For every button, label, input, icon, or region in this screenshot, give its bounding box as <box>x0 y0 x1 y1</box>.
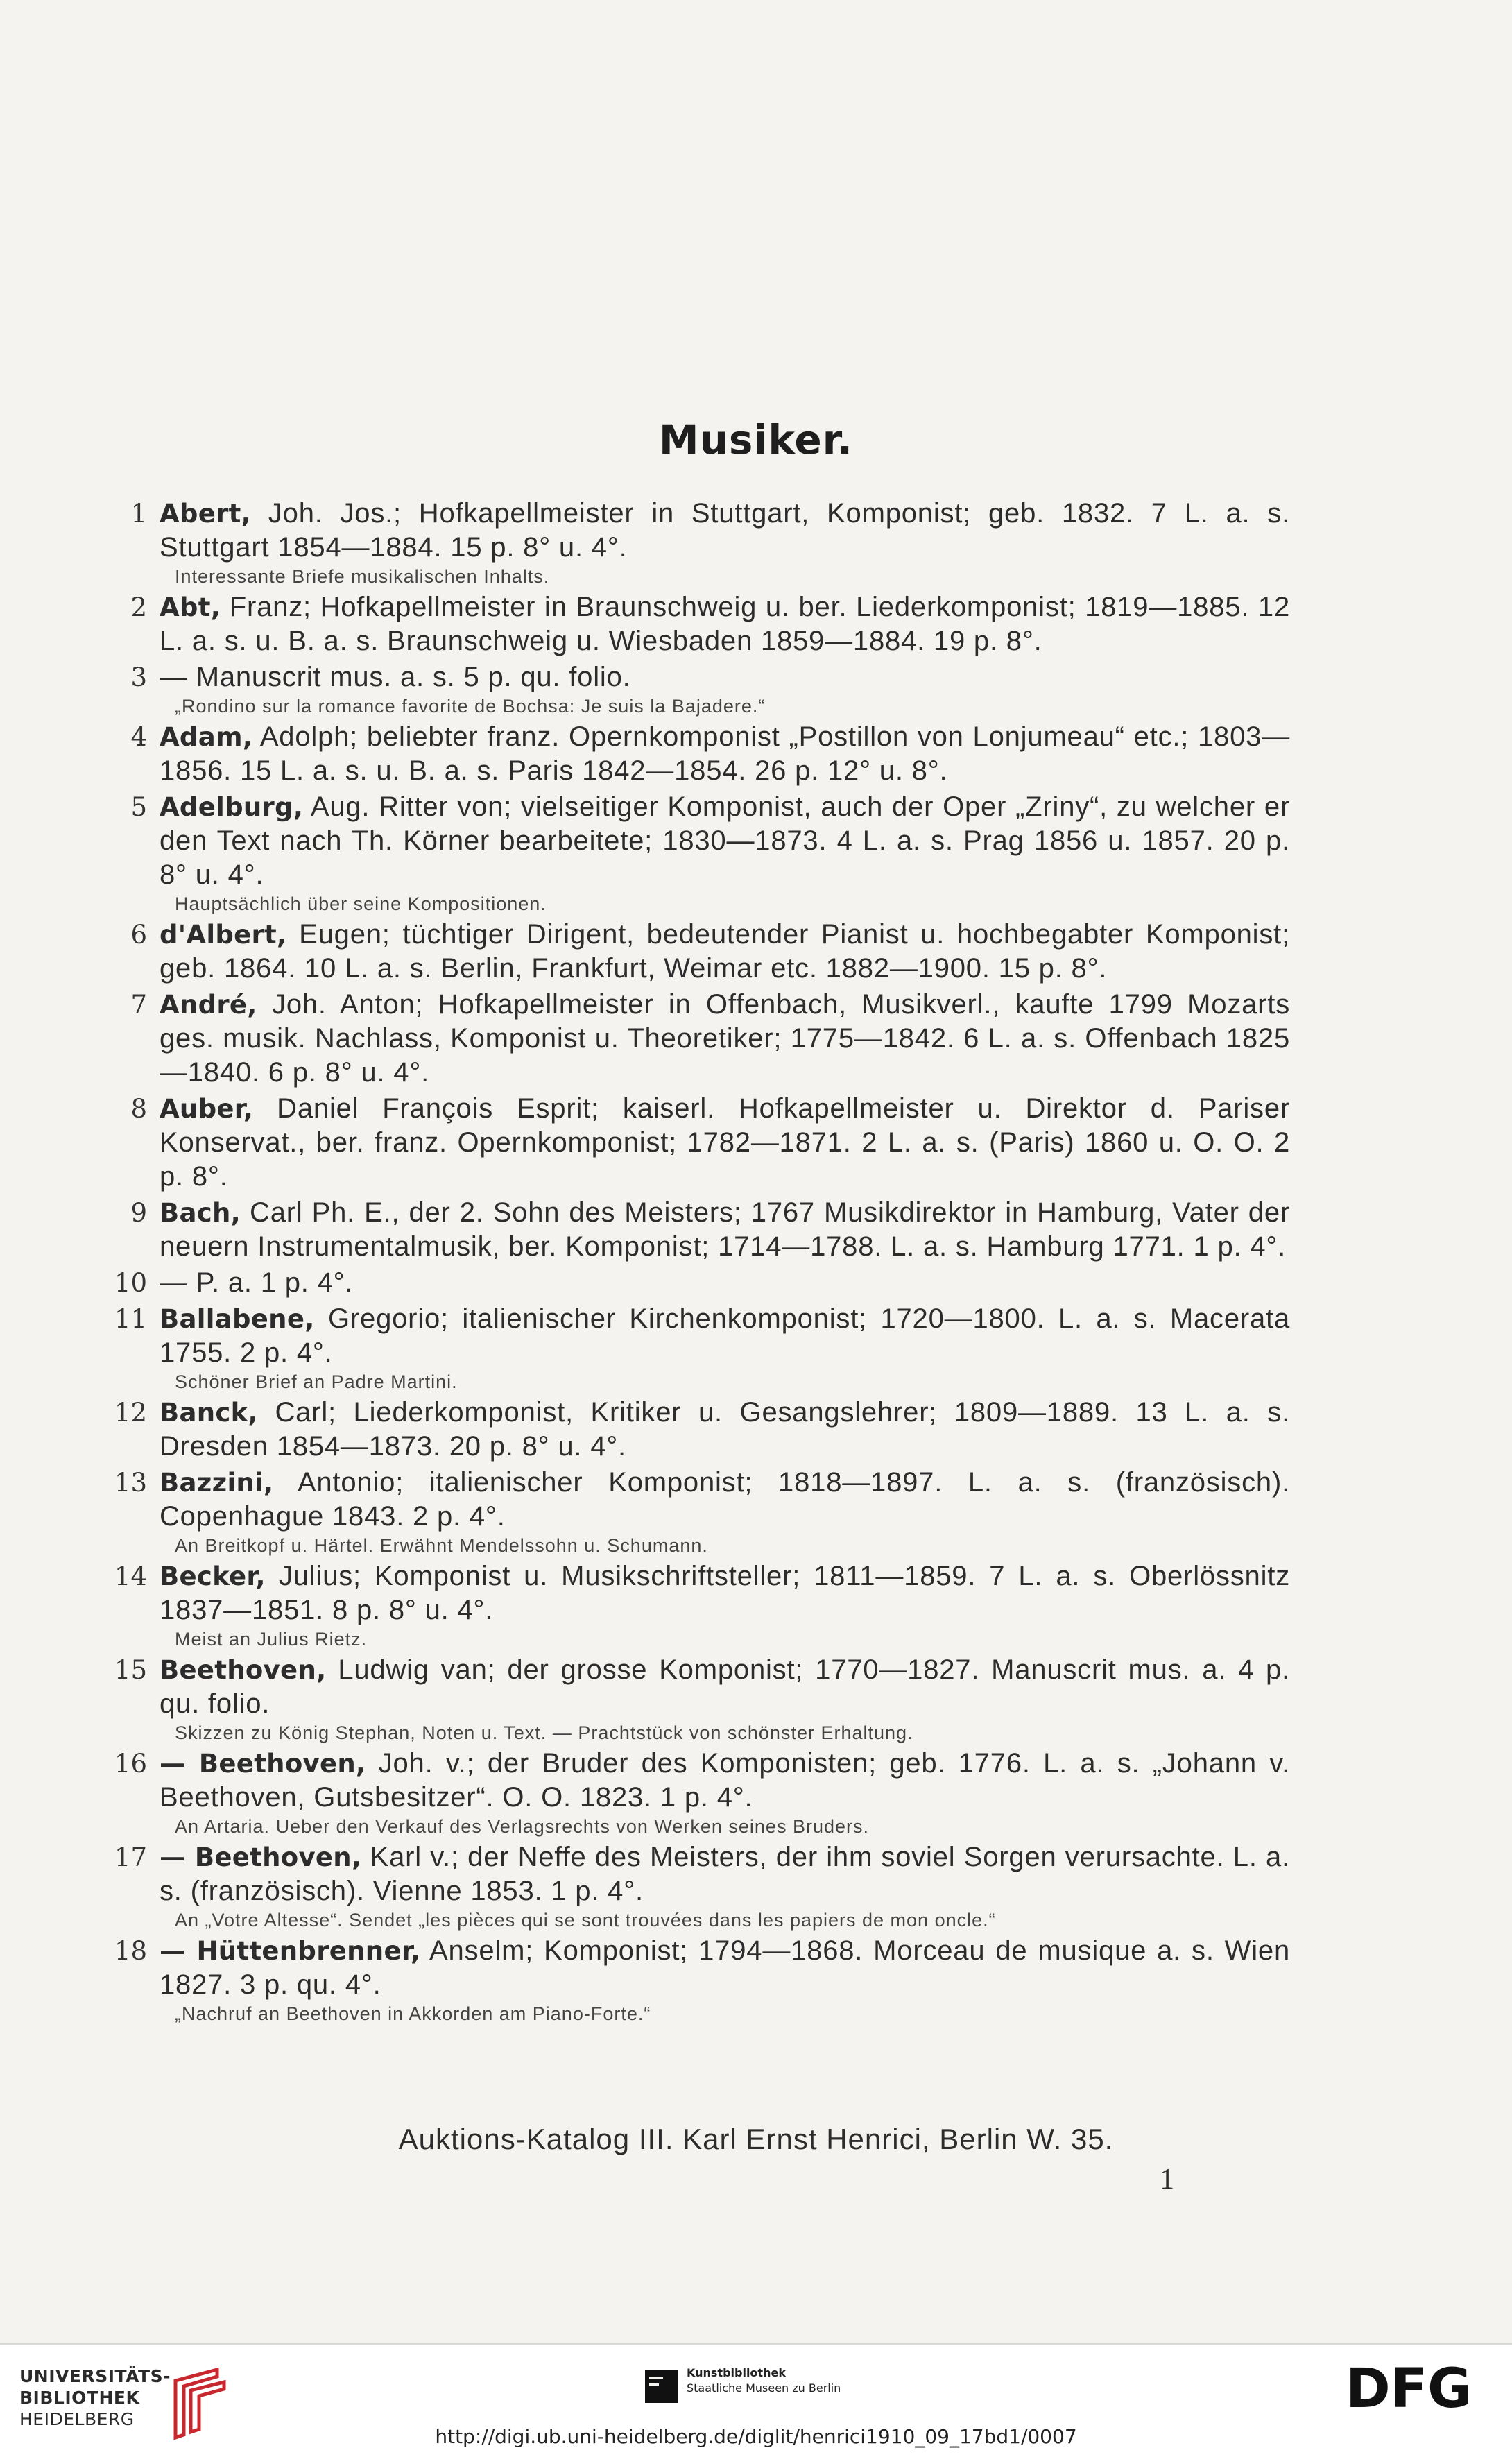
entry-body: Franz; Hofkapellmeister in Braunschweig u. ber. Liederkomponist; 1819—1885. 12 L. a. s. u. B. a. s. Braunschweig u. Wiesbaden 1859—1884. 19 p. 8°. <box>160 592 1290 656</box>
entry-text <box>160 1092 1290 1194</box>
entry <box>111 1653 1290 1745</box>
ub-line-3: HEIDELBERG <box>19 2409 135 2429</box>
entry-name: — Beethoven, <box>160 1749 366 1779</box>
entry-note: An „Votre Altesse“. Sendet „les pièces qui se sont trouvées dans les papiers de mon oncle.“ <box>175 1910 996 1930</box>
entry <box>111 497 1290 588</box>
entry <box>111 988 1290 1090</box>
entry-text <box>160 660 1290 694</box>
entry-name: Abert, <box>160 499 252 529</box>
entry-name: André, <box>160 990 257 1020</box>
entry-body: — Manuscrit mus. a. s. 5 p. qu. folio. <box>160 662 631 692</box>
entry-text <box>160 1396 1290 1464</box>
entry-text <box>160 1747 1290 1815</box>
entry-body: Carl; Liederkomponist, Kritiker u. Gesangslehrer; 1809—1889. 13 L. a. s. Dresden 1854—1873. 20 p. 8° u. 4°. <box>160 1397 1290 1462</box>
entry-text <box>160 1466 1290 1534</box>
entry-body: Joh. Jos.; Hofkapellmeister in Stuttgart, Komponist; geb. 1832. 7 L. a. s. Stuttgart 1854—1884. 15 p. 8° u. 4°. <box>160 498 1290 563</box>
entry-text <box>160 1302 1290 1370</box>
entry-note: An Breitkopf u. Härtel. Erwähnt Mendelssohn u. Schumann. <box>175 1535 708 1556</box>
entry-number: 16 <box>114 1749 147 1779</box>
entry-number: 2 <box>130 592 147 622</box>
entry-note: „Nachruf an Beethoven in Akkorden am Piano-Forte.“ <box>175 2003 651 2024</box>
entry-text <box>160 1934 1290 2002</box>
entry-name: — Hüttenbrenner, <box>160 1936 421 1966</box>
entry-note: „Rondino sur la romance favorite de Bochsa: Je suis la Bajadere.“ <box>175 696 766 717</box>
entry-number: 17 <box>114 1842 147 1872</box>
entry-text <box>160 720 1290 788</box>
ub-line-2: BIBLIOTHEK <box>19 2388 140 2408</box>
entry-body: Joh. v.; der Bruder des Komponisten; geb. 1776. L. a. s. „Johann v. Beethoven, Gutsbesitzer“. O. O. 1823. 1 p. 4°. <box>160 1748 1290 1813</box>
entry-body: Gregorio; italienischer Kirchenkomponist; 1720—1800. L. a. s. Macerata 1755. 2 p. 4°. <box>160 1303 1290 1368</box>
entry-text <box>160 1840 1290 1908</box>
entry-name: Beethoven, <box>160 1655 327 1685</box>
entry <box>111 1302 1290 1394</box>
entry-name: Bach, <box>160 1198 241 1228</box>
entry <box>111 1396 1290 1464</box>
page-title: Musiker. <box>658 416 854 463</box>
entry-note: An Artaria. Ueber den Verkauf des Verlagsrechts von Werken seines Bruders. <box>175 1816 869 1837</box>
entry <box>111 790 1290 916</box>
entry-number: 5 <box>130 792 147 822</box>
entry-body: Anselm; Komponist; 1794—1868. Morceau de musique a. s. Wien 1827. 3 p. qu. 4°. <box>160 1935 1291 2000</box>
dfg-logo-text: DFG <box>1346 2360 1472 2415</box>
page-number: 1 <box>1160 2164 1174 2195</box>
entry <box>111 1092 1290 1194</box>
entry-note: Schöner Brief an Padre Martini. <box>175 1371 458 1392</box>
entry-number: 10 <box>114 1268 147 1298</box>
entry-note: Interessante Briefe musikalischen Inhalts. <box>175 566 550 587</box>
entry-name: Adelburg, <box>160 792 304 822</box>
entry-number: 18 <box>114 1936 147 1966</box>
entry-number: 11 <box>114 1304 147 1334</box>
entry-number: 14 <box>114 1561 147 1591</box>
entry <box>111 1747 1290 1838</box>
entry <box>111 590 1290 658</box>
entry-text <box>160 988 1290 1090</box>
entry-number: 3 <box>130 662 147 692</box>
entry-name: Abt, <box>160 592 221 622</box>
entry-number: 6 <box>130 920 147 950</box>
entry-body: Daniel François Esprit; kaiserl. Hofkapellmeister u. Direktor d. Pariser Konservat., ber. franz. Opernkomponist; 1782—1871. 2 L. a. s. (Paris) 1860 u. O. O. 2 p. 8°. <box>160 1093 1290 1192</box>
entry <box>111 1840 1290 1932</box>
entry <box>111 660 1290 718</box>
entry-note: Meist an Julius Rietz. <box>175 1629 368 1650</box>
entry-number: 7 <box>130 990 147 1020</box>
entry-body: Karl v.; der Neffe des Meisters, der ihm soviel Sorgen verursachte. L. a. s. (französisch). Vienne 1853. 1 p. 4°. <box>160 1842 1291 1906</box>
entry <box>111 918 1290 986</box>
entry-name: Ballabene, <box>160 1304 315 1334</box>
entry-text <box>160 918 1290 986</box>
entry-body: Antonio; italienischer Komponist; 1818—1897. L. a. s. (französisch). Copenhague 1843. 2 p. 4°. <box>160 1467 1290 1532</box>
entry-text <box>160 1559 1290 1627</box>
entry-body: Julius; Komponist u. Musikschriftsteller; 1811—1859. 7 L. a. s. Oberlössnitz 1837—1851. 8 p. 8° u. 4°. <box>160 1561 1290 1625</box>
entry-body: Aug. Ritter von; vielseitiger Komponist, auch der Oper „Zriny“, zu welcher er den Text nach Th. Körner bearbeitete; 1830—1873. 4 L. a. s. Prag 1856 u. 1857. 20 p. 8° u. 4°. <box>160 791 1290 890</box>
entry-note: Hauptsächlich über seine Kompositionen. <box>175 893 547 914</box>
entry-list <box>111 497 1290 2028</box>
entry-body: Carl Ph. E., der 2. Sohn des Meisters; 1767 Musikdirektor in Hamburg, Vater der neuern Instrumentalmusik, ber. Komponist; 1714—1788. L. a. s. Hamburg 1771. 1 p. 4°. <box>160 1197 1290 1262</box>
entry-number: 15 <box>114 1655 147 1685</box>
viewer-bottom-bar <box>0 2343 1512 2457</box>
entry <box>111 1266 1290 1300</box>
catalog-footer: Auktions-Katalog III. Karl Ernst Henrici, Berlin W. 35. <box>398 2123 1114 2155</box>
entry-name: — Beethoven, <box>160 1842 362 1872</box>
entry-text <box>160 1196 1290 1264</box>
entry-body: Joh. Anton; Hofkapellmeister in Offenbach, Musikverl., kaufte 1799 Mozarts ges. musik. Nachlass, Komponist u. Theoretiker; 1775—1842. 6 L. a. s. Offenbach 1825—1840. 6 p. 8° u. 4°. <box>160 989 1290 1088</box>
entry-text <box>160 590 1290 658</box>
entry-name: Banck, <box>160 1398 258 1428</box>
entry <box>111 1934 1290 2026</box>
entry-number: 1 <box>130 499 147 529</box>
entry-body: Ludwig van; der grosse Komponist; 1770—1827. Manuscrit mus. a. 4 p. qu. folio. <box>160 1654 1290 1719</box>
entry-text <box>160 497 1290 565</box>
entry-text <box>160 790 1290 892</box>
entry-number: 8 <box>130 1094 147 1124</box>
entry <box>111 1559 1290 1651</box>
entry-name: Becker, <box>160 1561 266 1591</box>
permalink-url[interactable]: http://digi.ub.uni-heidelberg.de/diglit/henrici1910_09_17bd1/0007 <box>435 2425 1077 2448</box>
entry-number: 13 <box>114 1468 147 1498</box>
entry-body: Eugen; tüchtiger Dirigent, bedeutender Pianist u. hochbegabter Komponist; geb. 1864. 10 L. a. s. Berlin, Frankfurt, Weimar etc. 1882—1900. 15 p. 8°. <box>160 919 1290 984</box>
entry-note: Skizzen zu König Stephan, Noten u. Text. — Prachtstück von schönster Erhaltung. <box>175 1722 913 1743</box>
entry <box>111 1196 1290 1264</box>
entry-number: 12 <box>114 1398 147 1428</box>
entry-name: Auber, <box>160 1094 254 1124</box>
entry-number: 4 <box>130 722 147 752</box>
entry-number: 9 <box>130 1198 147 1228</box>
kb-line-2: Staatliche Museen zu Berlin <box>687 2381 841 2395</box>
entry-name: Bazzini, <box>160 1468 274 1498</box>
entry-text <box>160 1266 1290 1300</box>
entry-body: Adolph; beliebter franz. Opernkomponist „Postillon von Lonjumeau“ etc.; 1803—1856. 15 L. a. s. u. B. a. s. Paris 1842—1854. 26 p. 12° u. 8°. <box>160 721 1290 786</box>
entry-name: Adam, <box>160 722 253 752</box>
kb-line-1: Kunstbibliothek <box>687 2366 786 2379</box>
entry-body: — P. a. 1 p. 4°. <box>160 1267 354 1298</box>
entry-text <box>160 1653 1290 1721</box>
dfg-logo[interactable] <box>1346 2360 1491 2415</box>
ub-line-1: UNIVERSITÄTS- <box>19 2366 171 2386</box>
kunstbibliothek-emblem-icon <box>645 2370 678 2403</box>
entry <box>111 1466 1290 1557</box>
entry-name: d'Albert, <box>160 920 287 950</box>
entry <box>111 720 1290 788</box>
